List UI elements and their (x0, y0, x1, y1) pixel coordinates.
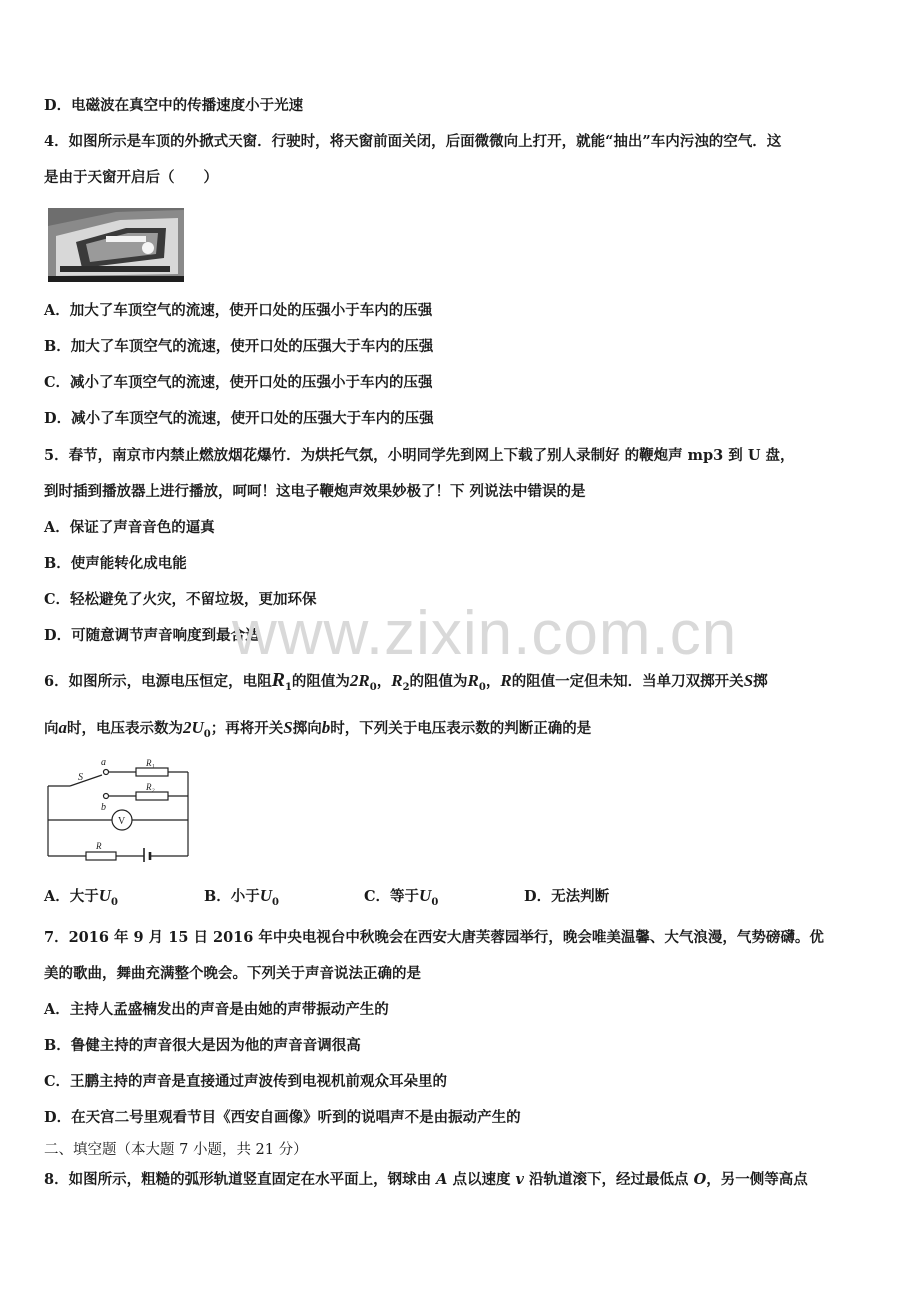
q8-stem-line1: 8．如图所示，粗糙的弧形轨道竖直固定在水平面上，钢球由 A 点以速度 v 沿轨道滚下，经过最低点 O，另一侧等高点 (44, 1171, 808, 1188)
q6-option-c: C．等于U0 (364, 886, 439, 908)
circuit-label-r1: R₁ (146, 758, 155, 768)
q7-option-c: C．王鹏主持的声音是直接通过声波传到电视机前观众耳朵里的 (44, 1073, 448, 1090)
circuit-label-b: b (101, 802, 106, 813)
q7-stem-line1: 7．2016 年 9 月 15 日 2016 年中央电视台中秋晚会在西安大唐芙蓉园举行，晚会唯美温馨、大气浪漫，气势磅礴。优 (44, 929, 824, 946)
circuit-label-r2: R₂ (146, 782, 155, 792)
q4-option-c: C．减小了车顶空气的流速，使开口处的压强小于车内的压强 (44, 374, 433, 391)
sunroof-photo (46, 206, 186, 284)
q5-option-a: A．保证了声音音色的逼真 (44, 519, 215, 536)
q5-option-c: C．轻松避免了火灾，不留垃圾，更加环保 (44, 591, 317, 608)
voltmeter-label: V (118, 816, 126, 827)
q6-option-a: A．大于U0 (44, 886, 118, 908)
q4-option-a: A．加大了车顶空气的流速，使开口处的压强小于车内的压强 (44, 302, 433, 319)
q7-option-d: D．在天宫二号里观看节目《西安自画像》听到的说唱声不是由振动产生的 (44, 1109, 521, 1126)
q5-stem-line1: 5．春节，南京市内禁止燃放烟花爆竹．为烘托气氛，小明同学先到网上下载了别人录制好 的鞭炮声 mp3 到 U 盘， (44, 447, 795, 464)
q6-option-d: D．无法判断 (524, 888, 610, 905)
circuit-label-r: R (96, 841, 102, 851)
q5-option-b: B．使声能转化成电能 (44, 555, 187, 572)
q5-stem-line2: 到时插到播放器上进行播放，呵呵！这电子鞭炮声效果妙极了！下 列说法中错误的是 (44, 483, 586, 500)
q7-option-b: B．鲁健主持的声音很大是因为他的声音音调很高 (44, 1037, 361, 1054)
q3-option-d: D．电磁波在真空中的传播速度小于光速 (44, 97, 304, 114)
q4-stem-line1: 4．如图所示是车顶的外掀式天窗．行驶时，将天窗前面关闭，后面微微向上打开，就能“抽出”车内污浊的空气．这 (44, 133, 782, 150)
q7-option-a: A．主持人孟盛楠发出的声音是由她的声带振动产生的 (44, 1001, 389, 1018)
q6-stem-line1: 6．如图所示，电源电压恒定，电阻$R_1$的阻值为$2R_0$，$R_2$的阻值为$R_0$，R的阻值一定但未知．当单刀双掷开关S掷 (44, 669, 768, 693)
q4-option-b: B．加大了车顶空气的流速，使开口处的压强大于车内的压强 (44, 338, 434, 355)
q4-stem-line2: 是由于天窗开启后（ ） (44, 169, 218, 186)
q6-stem-line2: 向a时，电压表示数为$2U_0$；再将开关S掷向b时，下列关于电压表示数的判断正确的是 (44, 718, 592, 740)
circuit-diagram (40, 756, 196, 862)
q7-stem-line2: 美的歌曲，舞曲充满整个晚会。下列关于声音说法正确的是 (44, 965, 421, 982)
circuit-label-s: S (78, 772, 83, 783)
q6-option-b: B．小于U0 (204, 886, 280, 908)
q4-option-d: D．减小了车顶空气的流速，使开口处的压强大于车内的压强 (44, 410, 434, 427)
section-heading: 二、填空题（本大题 7 小题，共 21 分） (44, 1142, 308, 1158)
q6-options (44, 884, 609, 915)
watermark: www.zixin.com.cn (232, 599, 738, 668)
circuit-label-a: a (101, 757, 106, 768)
q5-option-d: D．可随意调节声音响度到最合适 (44, 627, 260, 644)
